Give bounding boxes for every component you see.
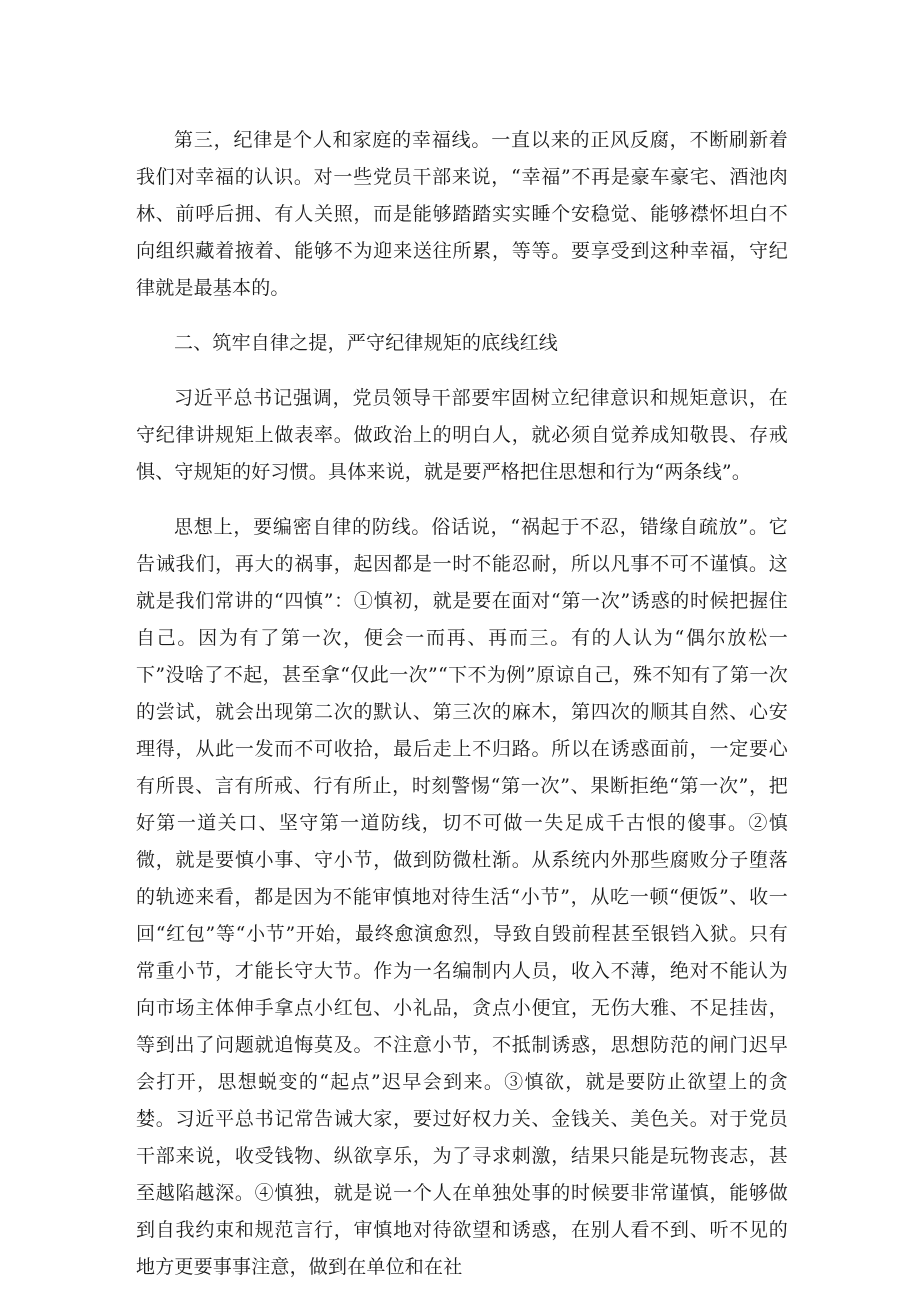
- paragraph-four-cautions: 思想上，要编密自律的防线。俗话说，“祸起于不忍，错缘自疏放”。它告诫我们，再大的祸事，起因都是一时不能忍耐，所以凡事不可不谨慎。这就是我们常讲的“四慎”：①慎初，就是要在面对“第一次”诱惑的时候把握住自己。因为有了第一次，便会一而再、再而三。有的人认为“偶尔放松一下”没啥了不起，甚至拿“仅此一次”“下不为例”原谅自己，殊不知有了第一次的尝试，就会出现第二次的默认、第三次的麻木，第四次的顺其自然、心安理得，从此一发而不可收拾，最后走上不归路。所以在诱惑面前，一定要心有所畏、言有所戒、行有所止，时刻警惕“第一次”、果断拒绝“第一次”，把好第一道关口、坚守第一道防线，切不可做一失足成千古恨的傻事。②慎微，就是要慎小事、守小节，做到防微杜渐。从系统内外那些腐败分子堕落的轨迹来看，都是因为不能审慎地对待生活“小节”，从吃一顿“便饭”、收一回“红包”等“小节”开始，最终愈演愈烈，导致自毁前程甚至银铛入狱。只有常重小节，才能长守大节。作为一名编制内人员，收入不薄，绝对不能认为向市场主体伸手拿点小红包、小礼品，贪点小便宜，无伤大雅、不足挂齿，等到出了问题就追悔莫及。不注意小节，不抵制诱惑，思想防范的闸门迟早会打开，思想蜕变的“起点”迟早会到来。③慎欲，就是要防止欲望上的贪婪。习近平总书记常告诫大家，要过好权力关、金钱关、美色关。对于党员干部来说，收受钱物、纵欲享乐，为了寻求刺激，结果只能是玩物丧志，甚至越陷越深。④慎独，就是说一个人在单独处事的时候要非常谨慎，能够做到自我约束和规范言行，审慎地对待欲望和诱惑，在别人看不到、听不见的地方更要事事注意，做到在单位和在社: [136, 516, 788, 1278]
- section-heading-self-discipline: 二、筑牢自律之提，严守纪律规矩的底线红线: [174, 332, 559, 354]
- document-body: [136, 122, 788, 1304]
- paragraph-discipline-happiness: 第三，纪律是个人和家庭的幸福线。一直以来的正风反腐，不断刷新着我们对幸福的认识。对一些党员干部来说，“幸福”不再是豪车豪宅、酒池肉林、前呼后拥、有人关照，而是能够踏踏实实睡个安稳觉、能够襟怀坦白不向组织藏着掖着、能够不为迎来送往所累，等等。要享受到这种幸福，守纪律就是最基本的。: [136, 129, 788, 299]
- paragraph-xi-emphasis: 习近平总书记强调，党员领导干部要牢固树立纪律意识和规矩意识，在守纪律讲规矩上做表率。做政治上的明白人，就必须自觉养成知敬畏、存戒惧、守规矩的好习惯。具体来说，就是要严格把住思想和行为“两条线”。: [136, 387, 788, 483]
